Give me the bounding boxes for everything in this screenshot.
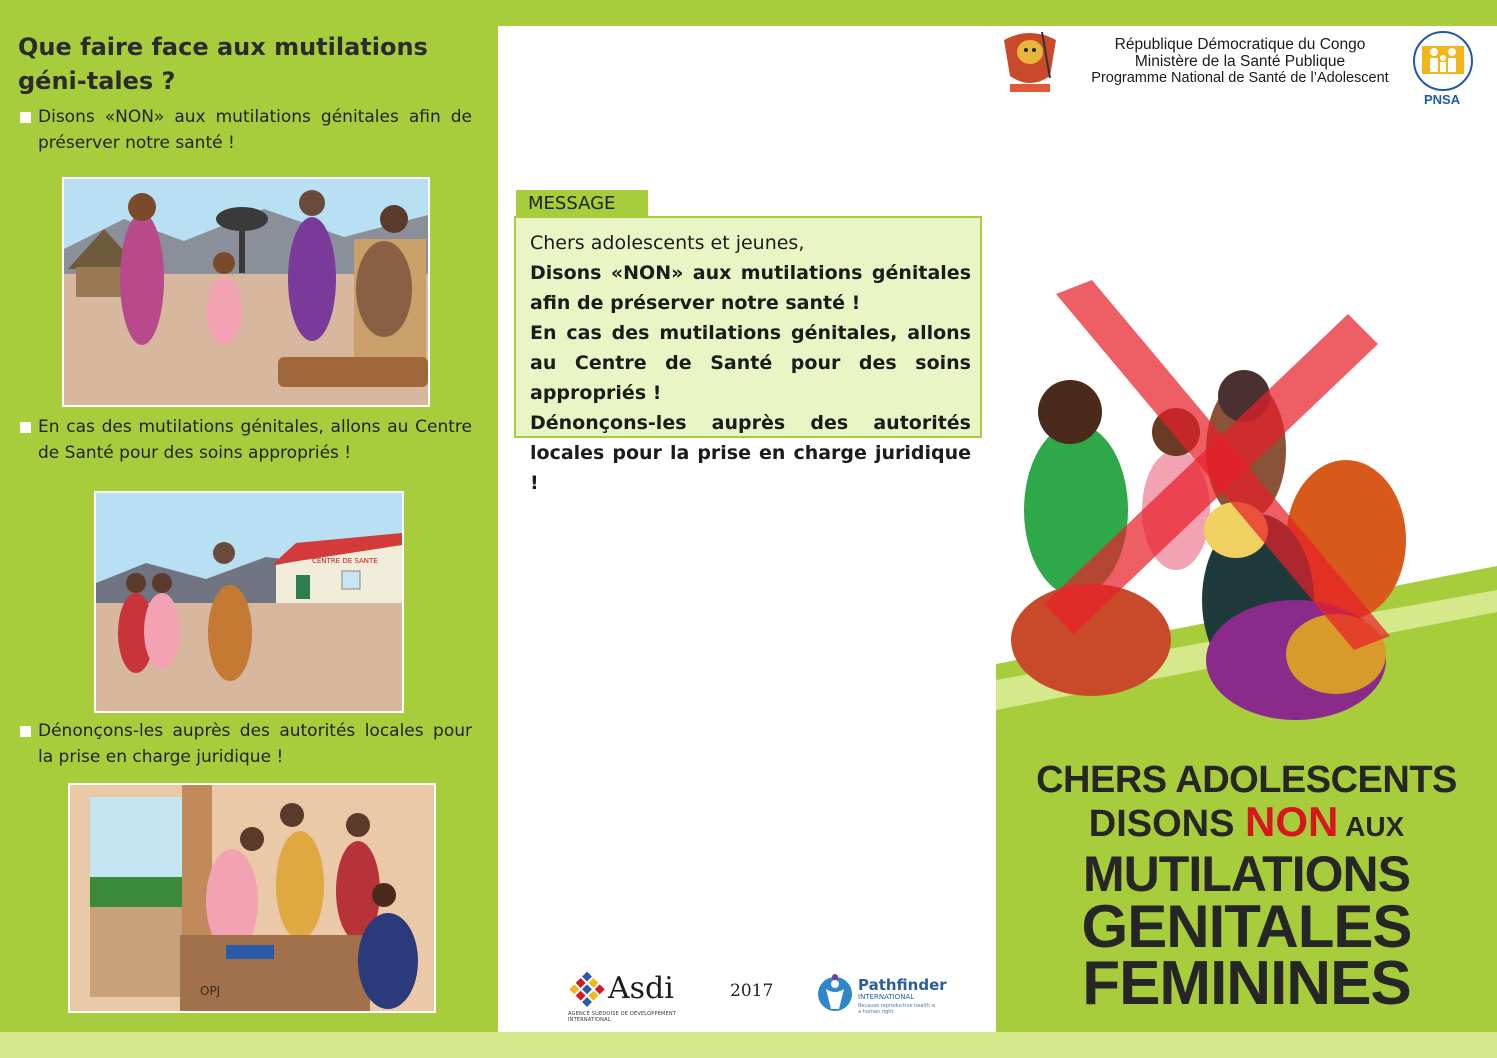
cover-title-disons: DISONS	[1088, 803, 1246, 845]
left-panel-title: Que faire face aux mutilations géni-tales ?	[18, 33, 428, 95]
header-programme: Programme National de Santé de l’Adolescent	[1091, 70, 1389, 86]
cover-title	[996, 759, 1497, 1018]
cover-title-non: NON	[1245, 798, 1339, 845]
bullet-item-3	[20, 718, 472, 770]
asdi-subtitle: AGENCE SUEDOISE DE DEVELOPPEMENT INTERNATIONAL	[568, 1011, 677, 1023]
bullet-text: Disons «NON» aux mutilations génitales afin de préserver notre santé !	[38, 107, 472, 153]
bullet-square-icon	[20, 422, 31, 433]
cover-title-line-2	[996, 800, 1497, 849]
message-line-3: Dénonçons-les auprès des autorités locales pour la prise en charge juridique !	[530, 412, 971, 494]
bullet-item-1	[20, 104, 472, 156]
message-tab: MESSAGE	[516, 190, 648, 218]
cover-title-aux: AUX	[1338, 811, 1405, 842]
illustration-family-village	[62, 177, 430, 407]
header-ministry: Ministère de la Santé Publique	[1134, 53, 1346, 70]
opj-desk-label: OPJ	[200, 984, 221, 998]
health-centre-scene-image	[96, 493, 402, 711]
message-line-2: En cas des mutilations génitales, allons au Centre de Santé pour des soins appropriés !	[530, 322, 971, 404]
bullet-square-icon	[20, 726, 31, 737]
bullet-text: En cas des mutilations génitales, allons au Centre de Santé pour des soins appropriés !	[38, 417, 472, 463]
year-label: 2017	[730, 981, 774, 1001]
bullet-item-2	[20, 414, 472, 466]
cover-title-line-4: GENITALES	[1081, 893, 1412, 960]
pathfinder-logo-text: Pathfinder	[858, 976, 947, 994]
bullet-text: Dénonçons-les auprès des autorités locales pour la prise en charge juridique !	[38, 721, 472, 767]
pnsa-label: PNSA	[1424, 92, 1461, 107]
bullet-square-icon	[20, 112, 31, 123]
asdi-logo-text: Asdi	[608, 971, 674, 1006]
illustration-health-centre	[94, 491, 404, 713]
pathfinder-tagline: Because reproductive health is a human right	[858, 1003, 936, 1015]
pathfinder-subtitle: INTERNATIONAL	[858, 993, 915, 1001]
left-panel	[0, 0, 498, 1032]
asdi-logo-icon	[568, 971, 606, 1009]
bottom-band	[0, 1032, 1497, 1058]
message-box	[514, 216, 982, 494]
cover-title-line-5: FEMININES	[1082, 949, 1411, 1018]
message-line-1: Disons «NON» aux mutilations génitales afin de préserver notre santé !	[530, 262, 971, 314]
village-scene-image	[64, 179, 428, 405]
header-country: République Démocratique du Congo	[1114, 36, 1366, 53]
pnsa-logo-icon	[1412, 30, 1474, 92]
pathfinder-logo-icon	[816, 973, 854, 1013]
illustration-police-office	[68, 783, 436, 1013]
coat-of-arms-icon	[1000, 30, 1060, 96]
police-office-scene-image	[70, 785, 434, 1011]
partner-logos	[560, 965, 980, 1029]
cover-title-line-3: MUTILATIONS	[1083, 846, 1410, 902]
message-greeting: Chers adolescents et jeunes,	[530, 232, 805, 254]
health-centre-sign: CENTRE DE SANTE	[312, 557, 378, 565]
cover-title-line-1: CHERS ADOLESCENTS	[1036, 759, 1457, 801]
government-header	[1000, 30, 1497, 130]
